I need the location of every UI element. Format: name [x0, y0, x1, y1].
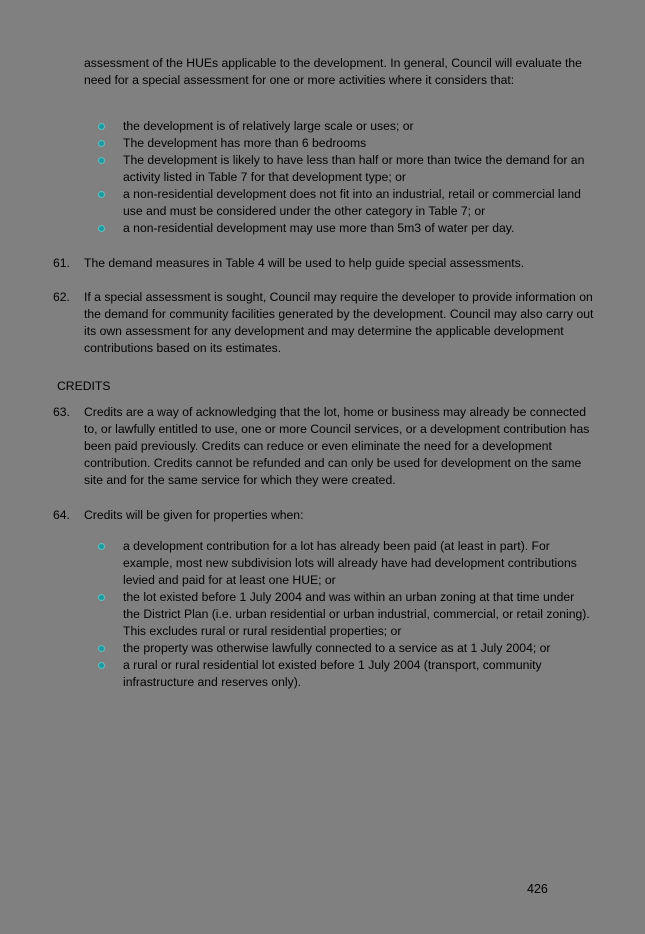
- section-heading-credits: CREDITS: [57, 379, 111, 393]
- bullet-icon: [99, 226, 104, 231]
- bullet-icon: [99, 646, 104, 651]
- paragraph-number: 63.: [53, 405, 70, 419]
- list-item: The development is likely to have less than half or more than twice the demand for an activity listed in Table 7 for that development type; or: [98, 152, 593, 186]
- list-item: a development contribution for a lot has already been paid (at least in part). For example, most new subdivision lots will already have had development contributions levied and paid for at least one HUE; or: [98, 538, 593, 589]
- bullet-icon: [99, 192, 104, 197]
- paragraph-text: Credits are a way of acknowledging that the lot, home or business may already be connected to, or lawfully entitled to use, one or more Council services, or a development contribution has been paid previously. Credits can reduce or even eliminate the need for a development contribution. Credits cannot be refunded and can only be used for development on the same site and for the same service for which they were created.: [84, 405, 590, 487]
- list-item: a non-residential development may use more than 5m3 of water per day.: [98, 220, 593, 237]
- list-item: the lot existed before 1 July 2004 and was within an urban zoning at that time under the District Plan (i.e. urban residential or urban industrial, commercial, or retail zoning). This excludes rural or rural residential properties; or: [98, 589, 593, 640]
- paragraph-62: [53, 289, 598, 357]
- paragraph-64: [53, 507, 598, 524]
- special-assessment-criteria-list: [98, 118, 593, 237]
- bullet-icon: [99, 124, 104, 129]
- bullet-icon: [99, 141, 104, 146]
- paragraph-63: [53, 404, 598, 489]
- paragraph-61: [53, 255, 598, 272]
- bullet-icon: [99, 595, 104, 600]
- bullet-icon: [99, 544, 104, 549]
- list-item: the development is of relatively large scale or uses; or: [98, 118, 593, 135]
- list-item: a non-residential development does not fit into an industrial, retail or commercial land use and must be considered under the other category in Table 7; or: [98, 186, 593, 220]
- paragraph-number: 61.: [53, 256, 70, 270]
- paragraph-text: If a special assessment is sought, Council may require the developer to provide information on the demand for community facilities generated by the development. Council may also carry out its own assessment for any development and may determine the applicable development contributions based on its estimates.: [84, 290, 594, 355]
- list-item: a rural or rural residential lot existed before 1 July 2004 (transport, community infrastructure and reserves only).: [98, 657, 593, 691]
- bullet-icon: [99, 663, 104, 668]
- intro-paragraph: assessment of the HUEs applicable to the development. In general, Council will evaluate the need for a special assessment for one or more activities where it considers that:: [84, 56, 582, 87]
- list-item: The development has more than 6 bedrooms: [98, 135, 593, 152]
- credit-conditions-list: [98, 538, 593, 691]
- paragraph-text: The demand measures in Table 4 will be used to help guide special assessments.: [84, 256, 525, 270]
- paragraph-text: Credits will be given for properties when:: [84, 508, 304, 522]
- bullet-icon: [99, 158, 104, 163]
- paragraph-number: 62.: [53, 290, 70, 304]
- list-item: the property was otherwise lawfully connected to a service as at 1 July 2004; or: [98, 640, 593, 657]
- paragraph-number: 64.: [53, 508, 70, 522]
- page-number: 426: [527, 882, 548, 896]
